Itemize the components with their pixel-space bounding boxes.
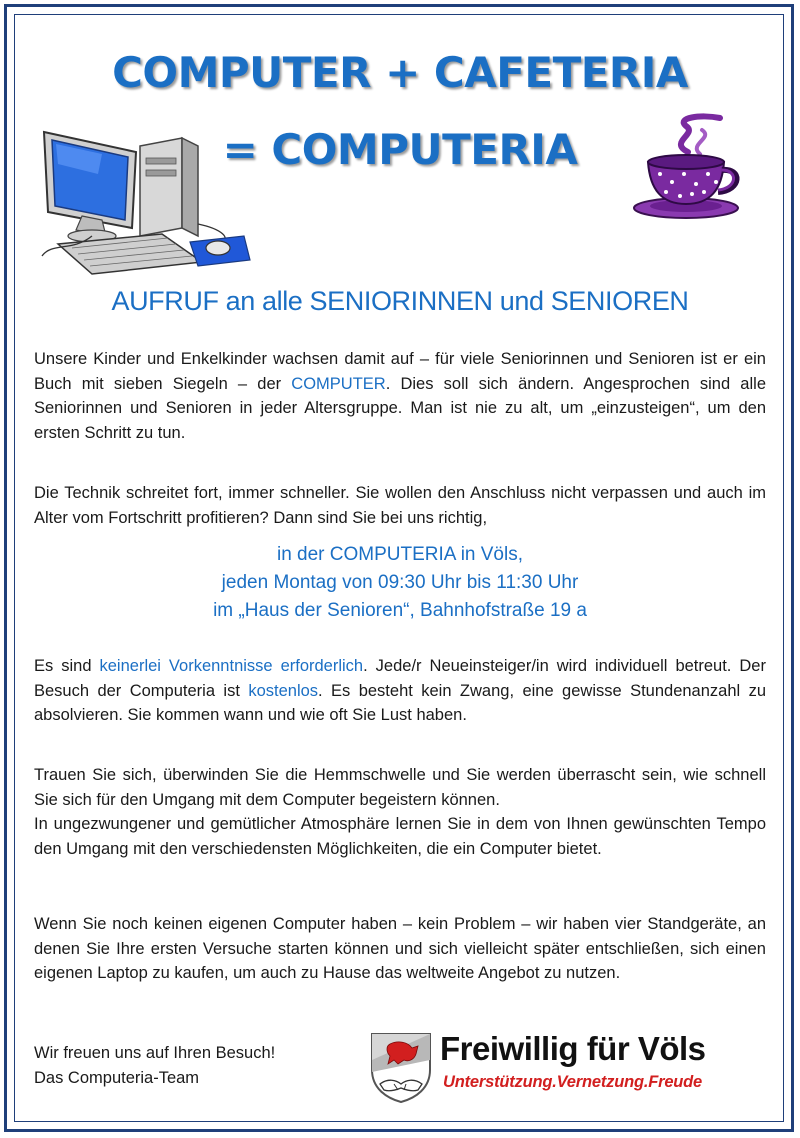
paragraph-equipment: Wenn Sie noch keinen eigenen Computer haben – kein Problem – wir haben vier Standgeräte, an denen Sie Ihre ersten Versuche starten können und sich vielleicht später entschließen, sich einen eigenen Laptop zu kaufen, um auch zu Hause das weltweite Angebot zu nutzen. [34, 915, 766, 982]
paragraph-encouragement [34, 763, 766, 861]
paragraph-intro [34, 347, 766, 445]
computer-highlight: COMPUTER [291, 374, 386, 393]
crest-icon [368, 1030, 434, 1104]
paragraph-encouragement-a: Trauen Sie sich, überwinden Sie die Hemmschwelle und Sie werden überrascht sein, wie schnell Sie sich für den Umgang mit dem Computer begeistern können. [34, 766, 766, 809]
paragraph-requirements-part3: . Es besteht kein Zwang, eine gewisse Stundenanzahl zu absolvieren. Sie kommen wann und wie oft Sie Lust haben. [34, 681, 767, 724]
closing-line1: Wir freuen uns auf Ihren Besuch! [34, 1044, 276, 1062]
page-title-line2: = COMPUTERIA [222, 125, 578, 174]
coffee-cup-icon [628, 112, 748, 222]
venue-info [0, 541, 800, 625]
paragraph-requirements-part1: Es sind [34, 657, 100, 675]
closing-line2: Das Computeria-Team [34, 1069, 200, 1087]
paragraph-requirements [34, 654, 766, 728]
venue-line2: jeden Montag von 09:30 Uhr bis 11:30 Uhr [221, 572, 579, 593]
venue-line3: im „Haus der Senioren“, Bahnhofstraße 19 a [213, 600, 587, 621]
page-title-line1: COMPUTER + CAFETERIA [112, 48, 688, 97]
free-of-charge-highlight: kostenlos [248, 681, 319, 700]
desktop-computer-icon [32, 124, 252, 282]
venue-line1: in der COMPUTERIA in Völs, [276, 544, 524, 565]
closing-text [34, 1041, 275, 1091]
paragraph-technik: Die Technik schreitet fort, immer schneller. Sie wollen den Anschluss nicht verpassen und auch im Alter vom Fortschritt profitieren? Dann sind Sie bei uns richtig, [34, 484, 766, 527]
paragraph-intro-after: . Dies soll sich ändern. Angesprochen sind alle Seniorinnen und Senioren in jeder Altersgruppe. Man ist nie zu alt, um „einzusteigen“, um den ersten Schritt zu tun. [34, 374, 766, 442]
logo-slogan: Unterstützung.Vernetzung.Freude [443, 1073, 703, 1091]
paragraph-intro-before: Unsere Kinder und Enkelkinder wachsen damit auf – für viele Seniorinnen und Senioren ist er ein Buch mit sieben Siegeln – der [34, 350, 766, 393]
logo-name: Freiwillig für Völs [440, 1030, 706, 1067]
paragraph-encouragement-b: In ungezwungener und gemütlicher Atmosphäre lernen Sie in dem von Ihnen gewünschten Tempo den Umgang mit den verschiedensten Möglichkeiten, die ein Computer bietet. [34, 815, 766, 858]
paragraph-requirements-part2: . Jede/r Neueinsteiger/in wird individuell betreut. Der Besuch der Computeria ist [34, 657, 766, 700]
subtitle-call: AUFRUF an alle SENIORINNEN und SENIOREN [111, 286, 689, 316]
no-prerequisites-highlight: keinerlei Vorkenntnisse erforderlich [99, 657, 364, 675]
